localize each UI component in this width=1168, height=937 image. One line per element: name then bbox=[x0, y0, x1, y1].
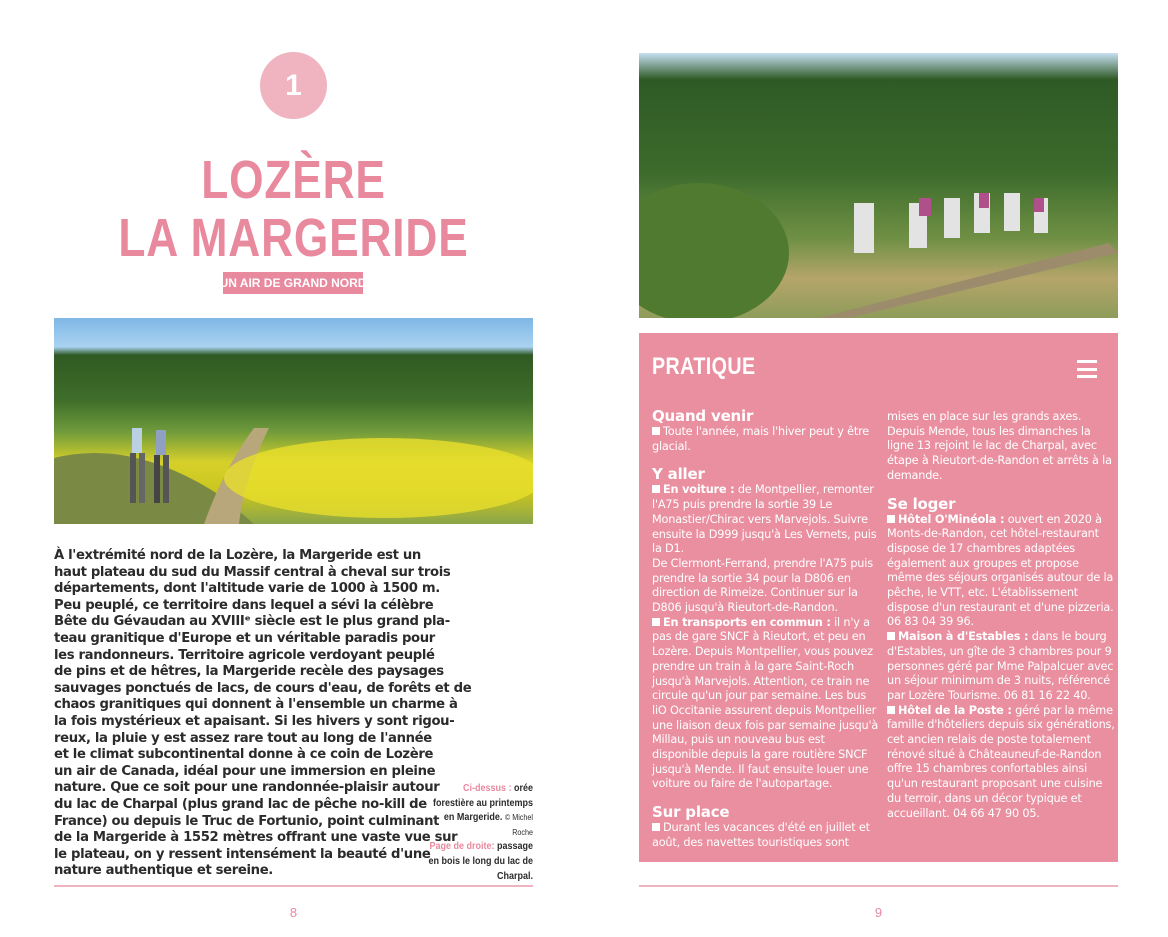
chapter-number: 1 bbox=[285, 68, 302, 102]
footer-rule-left bbox=[54, 885, 533, 887]
photo-hikers-margeride bbox=[54, 318, 533, 524]
caption-text-right: passage en bois le long du lac de Charpal. bbox=[428, 841, 533, 882]
caption-label-above: Ci-dessus : bbox=[462, 783, 512, 794]
bullet-square-icon bbox=[887, 632, 895, 640]
lodging-text: dans le bourg d'Estables, un gîte de 3 chambres pour 9 personnes géré par Mme Palpalcuer avec un séjour minimum de 3 nuits, référencé par Lozère Tourisme. 06 81 16 22 40. bbox=[887, 630, 1114, 702]
intro-text-line: sauvages ponctués de lacs, de cours d'eau, de forêts et de bbox=[54, 680, 472, 696]
intro-text-line: de pins et de hêtres, la Margeride recèle des paysages bbox=[54, 664, 444, 680]
voiture-label: En voiture : bbox=[663, 483, 735, 497]
intro-text-line: reux, la pluie y est assez rare tout au long de l'année bbox=[54, 730, 432, 746]
sur-place-text: Durant les vacances d'été en juillet et août, des navettes touristiques sont bbox=[652, 821, 870, 849]
intro-text-line: nature. Que ce soit pour une randonnée-plaisir autour bbox=[54, 780, 440, 796]
intro-text-line: un air de Canada, idéal pour une immersion en pleine bbox=[54, 763, 436, 779]
photo-boardwalk-charpal bbox=[639, 53, 1118, 318]
voiture-text: de Montpellier, remonter l'A75 puis prendre la sortie 39 Le Monastier/Chirac vers Marvejols. Suivre ensuite la D999 jusqu'à Les Vernets, puis la D1. bbox=[652, 483, 877, 556]
bullet-square-icon bbox=[887, 706, 895, 714]
heading-sur-place: Sur place bbox=[652, 803, 730, 822]
transports-text: il n'y a pas de gare SNCF à Rieutort, et peu en Lozère. Depuis Montpellier, vous pouvez prendre un train à la gare Saint-Roch jusqu'à Marvejols. Attention, ce train ne circule qu'un jour par semaine. Les bus liO Occitanie assurent depuis Montpellier une liaison deux fois par semaine jusqu'à Millau, puis un nouveau bus est disponible depuis la gare routière SNCF jusqu'à Mende. Il faut ensuite louer une voiture ou faire de l'autopartage. bbox=[652, 615, 879, 791]
page-number-right: 9 bbox=[874, 905, 883, 920]
boardwalk-hikers-illustration bbox=[639, 53, 1118, 318]
intro-text-line: France) ou depuis le Truc de Fortunio, point culminant bbox=[54, 813, 440, 829]
intro-text-line: Bête du Gévaudan au XVIIIᵉ siècle est le plus grand pla- bbox=[54, 614, 450, 630]
intro-text-line: du lac de Charpal (plus grand lac de pêche no-kill de bbox=[54, 796, 427, 812]
intro-text-line: À l'extrémité nord de la Lozère, la Margeride est un bbox=[54, 548, 421, 563]
intro-text-line: haut plateau du sud du Massif central à cheval sur trois bbox=[54, 564, 451, 580]
intro-text-line: nature authentique et sereine. bbox=[54, 863, 273, 879]
intro-text-line: départements, dont l'altitude varie de 1000 à 1500 m. bbox=[54, 581, 440, 597]
pratique-column-left bbox=[652, 408, 880, 859]
voiture-text-2: De Clermont-Ferrand, prendre l'A75 puis prendre la sortie 34 pour la D806 en direction de Rimeize. Continuer sur la D806 jusqu'à Rieutort-de-Randon. bbox=[652, 556, 873, 615]
heading-se-loger: Se loger bbox=[887, 494, 956, 513]
lodging-name: Maison à d'Estables : bbox=[898, 630, 1029, 644]
caption-label-right: Page de droite: bbox=[429, 841, 495, 853]
intro-text-line: de la Margeride à 1552 mètres offrant une vaste vue sur bbox=[54, 830, 458, 846]
footer-rule-right bbox=[639, 885, 1118, 887]
chapter-number-badge bbox=[260, 52, 327, 119]
lodging-text: géré par la même famille d'hôteliers depuis six générations, cet ancien relais de poste totalement rénové situé à Châteauneuf-de-Randon offre 15 chambres confortables ainsi qu'un restaurant proposant une cuisine du terroir, dans un décor typique et accueillant. 04 66 47 90 05. bbox=[887, 703, 1115, 820]
page-number-left: 8 bbox=[289, 905, 298, 920]
photo-credit: © Michel Roche bbox=[504, 813, 533, 837]
title-line-1: LOZÈRE bbox=[201, 150, 386, 210]
intro-text-line: Peu peuplé, ce territoire dans lequel a sévi la célèbre bbox=[54, 597, 434, 613]
intro-text-line: chaos granitiques qui donnent à l'ensemble un charme à bbox=[54, 697, 458, 713]
heading-y-aller: Y aller bbox=[652, 465, 705, 484]
lodging-text: ouvert en 2020 à Monts-de-Randon, cet hôtel-restaurant dispose de 17 chambres adaptées également aux groupes et propose même des séjours organisés autour de la pêche, le VTT, etc. L'établissement dispose d'un restaurant et d'une pizzeria. 06 83 04 39 96. bbox=[887, 512, 1114, 629]
transports-label: En transports en commun : bbox=[663, 615, 831, 629]
bullet-square-icon bbox=[652, 618, 660, 626]
pratique-column-right bbox=[887, 410, 1115, 821]
lodging-name: Hôtel O'Minéola : bbox=[898, 512, 1005, 526]
bullet-square-icon bbox=[652, 427, 660, 435]
intro-text-line: le plateau, on y ressent intensément la beauté d'une bbox=[54, 846, 431, 862]
bullet-square-icon bbox=[887, 515, 895, 523]
photo-caption bbox=[424, 782, 533, 884]
lodging-name: Hôtel de la Poste : bbox=[898, 703, 1012, 717]
subtitle-banner: UN AIR DE GRAND NORD bbox=[223, 272, 363, 294]
bullet-square-icon bbox=[652, 823, 660, 831]
intro-text-line: les randonneurs. Territoire agricole verdoyant peuplé bbox=[54, 647, 435, 663]
intro-text-line: la fois mystérieux et apaisant. Si les hivers y sont rigou- bbox=[54, 713, 455, 729]
menu-icon bbox=[1077, 360, 1097, 378]
caption-text-above: orée forestière au printemps en Margeride. bbox=[432, 783, 533, 824]
pratique-box bbox=[639, 333, 1118, 862]
intro-text-line: et le climat subcontinental donne à ce coin de Lozère bbox=[54, 747, 434, 763]
title-line-2: LA MARGERIDE bbox=[118, 208, 469, 268]
sur-place-text-continued: mises en place sur les grands axes. Depuis Mende, tous les dimanches la ligne 13 rejoint le lac de Charpal, avec étape à Rieutort-de-Randon et arrêts à la demande. bbox=[887, 410, 1112, 482]
intro-text-line: teau granitique d'Europe et un véritable paradis pour bbox=[54, 630, 435, 646]
pratique-title: PRATIQUE bbox=[652, 353, 756, 380]
bullet-square-icon bbox=[652, 485, 660, 493]
heading-quand-venir: Quand venir bbox=[652, 407, 754, 425]
hikers-landscape-illustration bbox=[54, 318, 533, 524]
quand-venir-text: Toute l'année, mais l'hiver peut y être glacial. bbox=[652, 425, 870, 453]
